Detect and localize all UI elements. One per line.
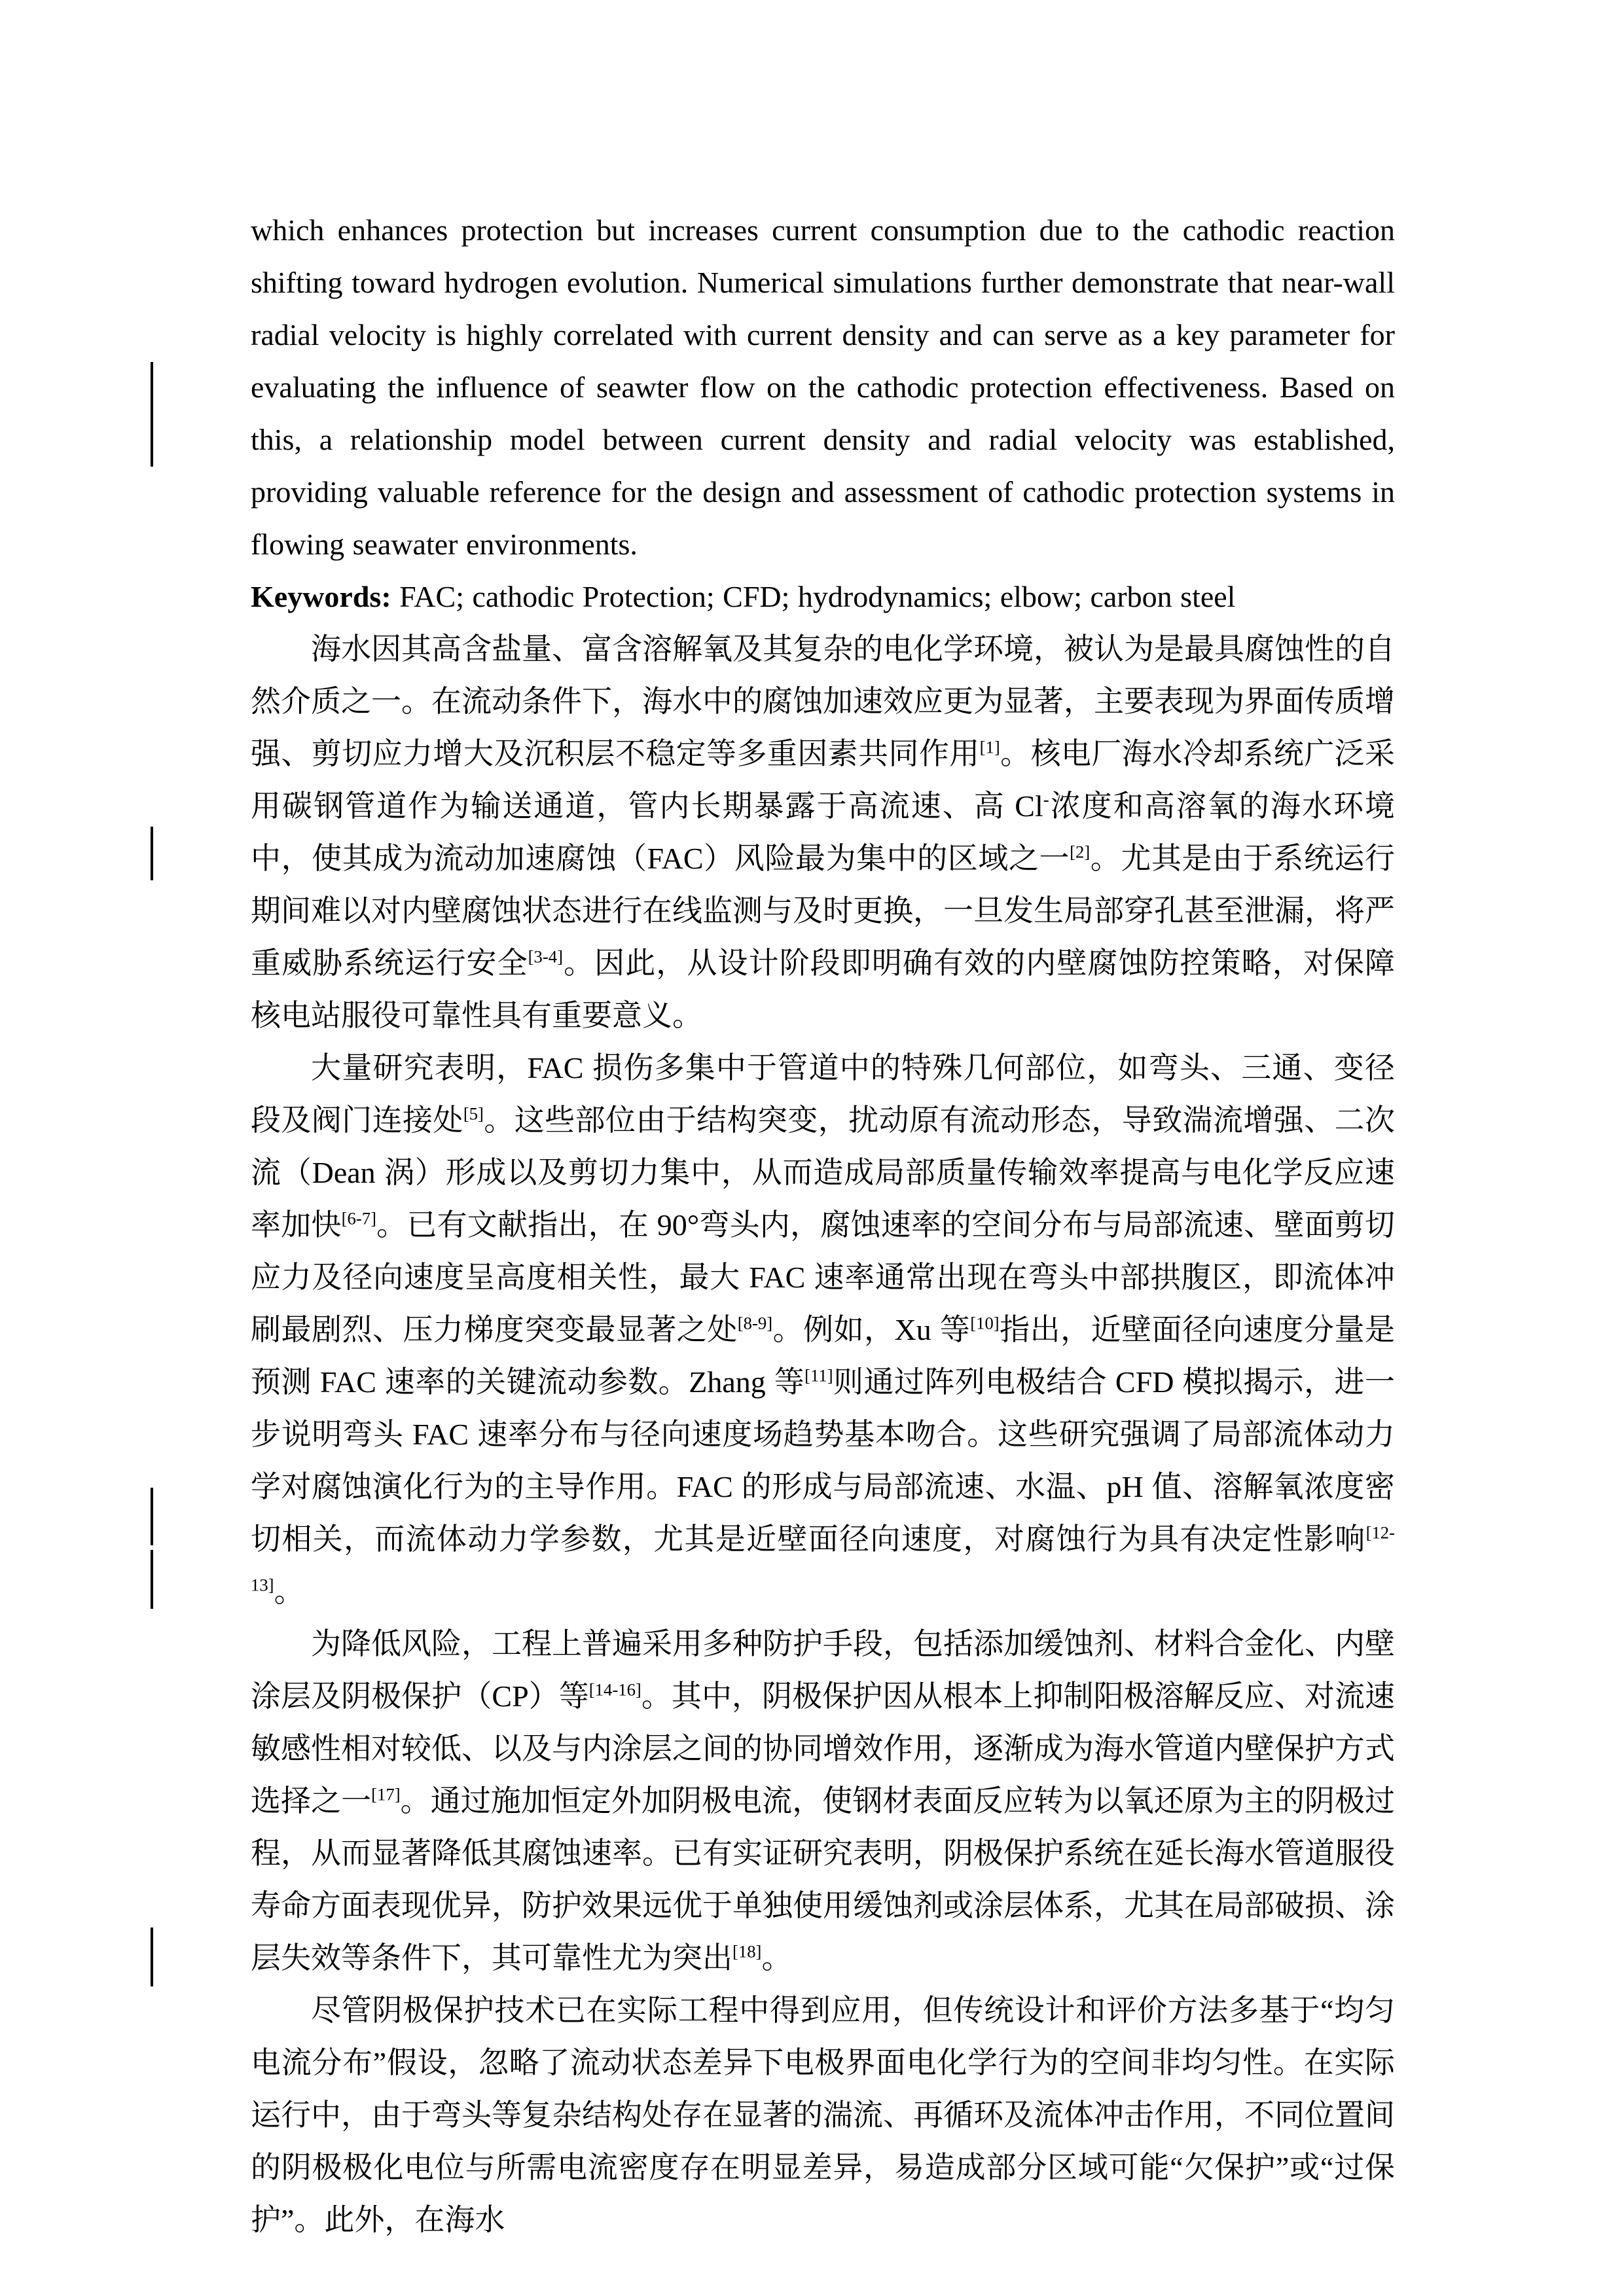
text-run: 。	[274, 1575, 304, 1608]
text-run: 大量研究表明，FAC 损伤多集中于管道中的特殊几何部位，如弯头、三通、变径段及阀门连接处	[251, 1051, 1395, 1137]
citation-reference: [5]	[463, 1103, 484, 1124]
citation-reference: [1]	[979, 737, 1000, 757]
text-run: 为降低风险，工程上普遍采用多种防护手段，包括添加缓蚀剂、材料合金化、内壁涂层及阴极保护（CP）等	[251, 1627, 1395, 1713]
citation-reference: [3-4]	[528, 946, 563, 967]
citation-reference: [2]	[1070, 842, 1091, 862]
text-run: 指出，近壁面径向速度分量是预测 FAC 速率的关键流动参数。Zhang 等	[251, 1313, 1395, 1399]
text-run: 海水因其高含盐量、富含溶解氧及其复杂的电化学环境，被认为是最具腐蚀性的自然介质之一。在流动条件下，海水中的腐蚀加速效应更为显著，主要表现为界面传质增强、剪切应力增大及沉积层不稳定等多重因素共同作用	[251, 632, 1395, 770]
text-run: 。核电厂海水冷却系统广泛采用碳钢管道作为输送通道，管内长期暴露于高流速、高 Cl	[251, 737, 1396, 823]
citation-reference: -	[1043, 789, 1049, 810]
text-run: 。通过施加恒定外加阴极电流，使钢材表面反应转为以氧还原为主的阴极过程，从而显著降低其腐蚀速率。已有实证研究表明，阴极保护系统在延长海水管道服役寿命方面表现优异，防护效果远优于单独使用缓蚀剂或涂层体系，尤其在局部破损、涂层失效等条件下，其可靠性尤为突出	[251, 1784, 1396, 1975]
citation-reference: [10]	[970, 1313, 1000, 1333]
text-run: 。例如，Xu 等	[772, 1313, 971, 1346]
revision-change-bar	[151, 1928, 153, 1986]
text-run: 尽管阴极保护技术已在实际工程中得到应用，但传统设计和评价方法多基于“均匀电流分布”假设，忽略了流动状态差异下电极界面电化学行为的空间非均匀性。在实际运行中，由于弯头等复杂结构处存在显著的湍流、再循环及流体冲击作用，不同位置间的阴极极化电位与所需电流密度存在明显差异，易造成部分区域可能“欠保护”或“过保护”。此外，在海水	[251, 1994, 1395, 2236]
citation-reference: [8-9]	[737, 1313, 773, 1333]
text-run: 。其中，阴极保护因从根本上抑制阳极溶解反应、对流速敏感性相对较低、以及与内涂层之间的协同增效作用，逐渐成为海水管道内壁保护方式选择之一	[251, 1679, 1396, 1818]
bold-text-run: Keywords:	[251, 580, 391, 613]
intro-paragraph-3	[251, 1618, 1395, 1984]
text-run: 。尤其是由于系统运行期间难以对内壁腐蚀状态进行在线监测与及时更换，一旦发生局部穿孔甚至泄漏，将严重威胁系统运行安全	[251, 842, 1395, 980]
keywords-line	[251, 571, 1395, 623]
revision-change-bar	[151, 362, 153, 467]
revision-change-bar	[151, 827, 153, 880]
citation-reference: [11]	[804, 1365, 833, 1386]
text-run: 。	[761, 1941, 792, 1975]
citation-reference: [18]	[732, 1941, 762, 1962]
text-run: 则通过阵列电极结合 CFD 模拟揭示，进一步说明弯头 FAC 速率分布与径向速度场趋势基本吻合。这些研究强调了局部流体动力学对腐蚀演化行为的主导作用。FAC 的形成与局部流速、水温、pH 值、溶解氧浓度密切相关，而流体动力学参数，尤其是近壁面径向速度，对腐蚀行为具有决定性影响	[251, 1365, 1396, 1556]
citation-reference: [17]	[371, 1784, 401, 1804]
text-run: 。这些部位由于结构突变，扰动原有流动形态，导致湍流增强、二次流（Dean 涡）形成以及剪切力集中，从而造成局部质量传输效率提高与电化学反应速率加快	[251, 1103, 1396, 1242]
citation-reference: [14-16]	[588, 1679, 641, 1700]
text-run: 浓度和高溶氧的海水环境中，使其成为流动加速腐蚀（FAC）风险最为集中的区域之一	[251, 789, 1396, 875]
text-run: 。因此，从设计阶段即明确有效的内壁腐蚀防控策略，对保障核电站服役可靠性具有重要意义。	[251, 946, 1396, 1032]
text-run: which enhances protection but increases current consumption due to the cathodic reaction shifting toward hydrogen evolution. Numerical simulations further demonstrate that near-wall radial velocity is highly correlated with current density and can serve as a key parameter for evaluating the influence of seawter flow on the cathodic protection effectiveness. Based on this, a relationship model between current density and radial velocity was established, providing valuable reference for the design and assessment of cathodic protection systems in flowing seawater environments.	[251, 213, 1395, 561]
intro-paragraph-1	[251, 623, 1395, 1042]
revision-change-bar	[151, 1550, 153, 1609]
revision-change-bar	[151, 1488, 153, 1545]
intro-paragraph-2	[251, 1042, 1395, 1618]
citation-reference: [12-13]	[251, 1522, 1395, 1595]
abstract-continuation-paragraph	[251, 204, 1395, 571]
document-body	[251, 204, 1395, 2246]
text-run: 。已有文献指出，在 90°弯头内，腐蚀速率的空间分布与局部流速、壁面剪切应力及径向速度呈高度相关性，最大 FAC 速率通常出现在弯头中部拱腹区，即流体冲刷最剧烈、压力梯度突变最显著之处	[251, 1208, 1396, 1346]
intro-paragraph-4	[251, 1984, 1395, 2246]
citation-reference: [6-7]	[341, 1208, 376, 1229]
text-run: FAC; cathodic Protection; CFD; hydrodynamics; elbow; carbon steel	[391, 580, 1236, 613]
